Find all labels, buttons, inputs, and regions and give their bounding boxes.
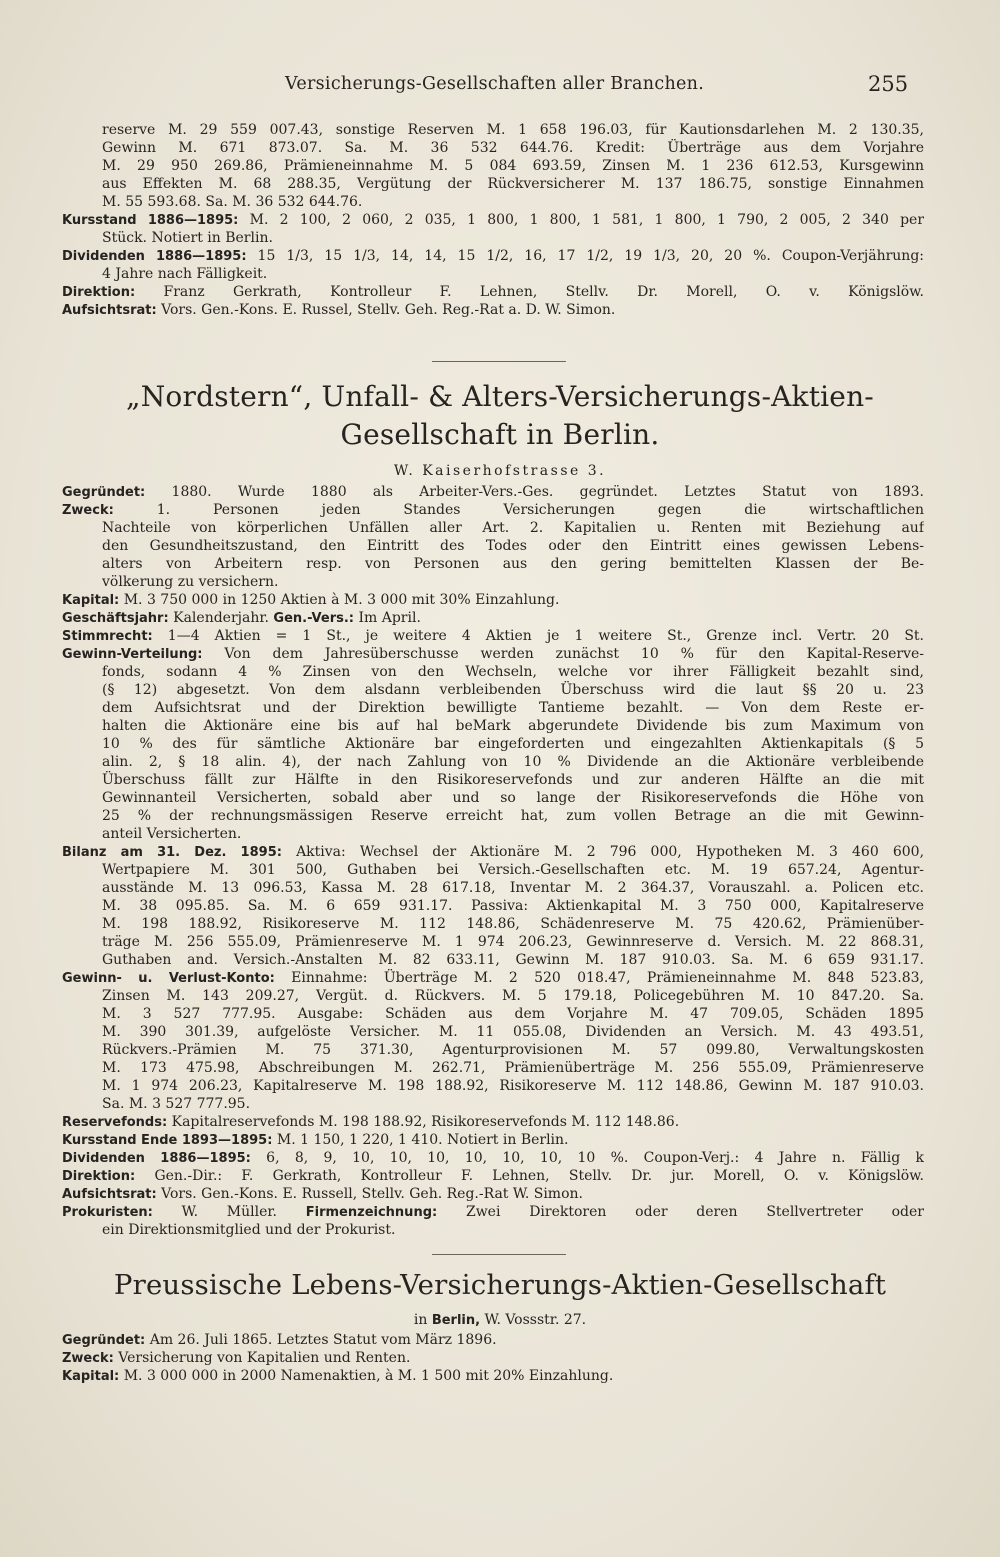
nordstern-title-line2: Gesellschaft in Berlin. [340,418,660,451]
nordstern-bilanz-label: Bilanz am 31. Dez. 1895: [62,845,282,860]
nordstern-kursstand [62,1131,924,1150]
nordstern-direktion-text: Gen.-Dir.: F. Gerkrath, Kontrolleur F. Lehnen, Stellv. Dr. jur. Morell, O. v. Königslöw. [154,1168,924,1184]
nordstern-dividenden [62,1149,924,1168]
nordstern-gewinnverlust-line: Sa. M. 3 527 777.95. [102,1096,251,1112]
nordstern-bilanz-line: M. 38 095.85. Sa. M. 6 659 931.17. Passiva: Aktienkapital M. 3 750 000, Kapitalreserve [102,898,924,914]
nordstern-gewinnverteilung-text: Von dem Jahresüberschusse werden zunächst 10 % für den Kapital-Reserve- [224,646,924,662]
nordstern-gewinnverlust-text: Einnahme: Überträge M. 2 520 018.47, Prämieneinnahme M. 848 523.83, [291,970,924,986]
nordstern-gewinnverlust-line: M. 1 974 206.23, Kapitalreserve M. 198 188.92, Risikoreserve M. 112 148.86, Gewinn M. 187 910.03. [102,1078,924,1094]
prev-line: M. 29 950 269.86, Prämieneinnahme M. 5 084 693.59, Zinsen M. 1 236 612.53, Kursgewinn [102,158,924,174]
prev-kursstand [62,211,924,230]
preussische-zweck-label: Zweck: [62,1351,114,1366]
preussische-zweck [62,1349,924,1368]
prev-dividenden [62,247,924,266]
nordstern-geschaeftsjahr [62,609,924,628]
preussische-address-city: Berlin, [431,1313,481,1328]
nordstern-aufsichtsrat [62,1185,924,1204]
nordstern-direktion [62,1167,924,1186]
preussische-kapital-text: M. 3 000 000 in 2000 Namenaktien, à M. 1 500 mit 20% Einzahlung. [123,1368,614,1384]
nordstern-gewinnverteilung-label: Gewinn-Verteilung: [62,647,203,662]
nordstern-geschaeftsjahr-label: Geschäftsjahr: [62,611,169,626]
nordstern-genvers-label: Gen.-Vers.: [273,611,355,626]
nordstern-zweck-text: 1. Personen jeden Standes Versicherungen gegen die wirtschaftlichen [156,502,924,518]
nordstern-kursstand-text: M. 1 150, 1 220, 1 410. Notiert in Berlin. [276,1132,569,1148]
preussische-kapital-label: Kapital: [62,1369,120,1384]
preussische-address-street: W. Vossstr. 27. [484,1312,587,1328]
nordstern-prokuristen-text: W. Müller. [181,1204,277,1220]
nordstern-reservefonds [62,1113,924,1132]
nordstern-gewinnverlust-line: Rückvers.-Prämien M. 75 371.30, Agenturprovisionen M. 57 099.80, Verwaltungskosten [102,1042,924,1058]
prev-dividenden-label: Dividenden 1886—1895: [62,249,247,264]
nordstern-gewinnverlust-label: Gewinn- u. Verlust-Konto: [62,971,275,986]
preussische-title: Preussische Lebens-Versicherungs-Aktien-Gesellschaft [113,1269,887,1301]
nordstern-gegruendet [62,483,924,502]
running-header-title: Versicherungs-Gesellschaften aller Branchen. [285,74,705,94]
nordstern-firmenzeichnung-text: Zwei Direktoren oder deren Stellvertreter oder [465,1204,924,1220]
preussische-address [0,1311,1000,1330]
nordstern-gewinnverlust-line: M. 3 527 777.95. Ausgabe: Schäden aus dem Vorjahre M. 47 709.05, Schäden 1895 [102,1006,924,1022]
nordstern-gewinnverteilung-line: 10 % des für sämtliche Aktionäre bar eingeforderten und eingezahlten Aktienkapitals (§ 5 [102,736,924,752]
nordstern-bilanz-line: M. 198 188.92, Risikoreserve M. 112 148.86, Schädenreserve M. 75 420.62, Prämienüber- [102,916,924,932]
nordstern-gewinnverteilung-line: 25 % der rechnungsmässigen Reserve erreicht hat, zum vollen Betrage an die mit Gewinn- [102,808,924,824]
prev-aufsichtsrat-label: Aufsichtsrat: [62,303,157,318]
nordstern-zweck-line: Nachteile von körperlichen Unfällen aller Art. 2. Kapitalien u. Renten mit Beziehung auf [102,520,924,536]
prev-direktion-label: Direktion: [62,285,136,300]
nordstern-firmenzeichnung-label: Firmenzeichnung: [305,1205,438,1220]
nordstern-kursstand-label: Kursstand Ende 1893—1895: [62,1133,273,1148]
prev-aufsichtsrat [62,301,924,320]
nordstern-gewinnverteilung-line: anteil Versicherten. [102,826,242,842]
nordstern-gegruendet-text: 1880. Wurde 1880 als Arbeiter-Vers.-Ges. gegründet. Letztes Statut von 1893. [171,484,924,500]
nordstern-gegruendet-label: Gegründet: [62,485,146,500]
nordstern-reservefonds-text: Kapitalreservefonds M. 198 188.92, Risikoreservefonds M. 112 148.86. [171,1114,680,1130]
prev-direktion-text: Franz Gerkrath, Kontrolleur F. Lehnen, Stellv. Dr. Morell, O. v. Königslöw. [163,284,924,300]
nordstern-kapital-label: Kapital: [62,593,120,608]
nordstern-gewinnverteilung-line: fonds, sodann 4 % Zinsen von den Wechseln, welche vor ihrer Fälligkeit bezahlt sind, [102,664,924,680]
nordstern-title-line1: „Nordstern“, Unfall- & Alters-Versicherungs-Aktien- [126,380,874,413]
preussische-kapital [62,1367,924,1386]
nordstern-prokuristen-cont: ein Direktionsmitglied und der Prokurist. [102,1222,396,1238]
nordstern-dividenden-label: Dividenden 1886—1895: [62,1151,251,1166]
nordstern-aufsichtsrat-text: Vors. Gen.-Kons. E. Russell, Stellv. Geh. Reg.-Rat W. Simon. [161,1186,583,1202]
nordstern-prokuristen-label: Prokuristen: [62,1205,153,1220]
nordstern-zweck-line: völkerung zu versichern. [102,574,279,590]
nordstern-stimmrecht-text: 1—4 Aktien = 1 St., je weitere 4 Aktien je 1 weitere St., Grenze incl. Vertr. 20 St. [167,628,924,644]
section-divider [432,1254,566,1255]
nordstern-kapital [62,591,924,610]
running-header [0,74,1000,100]
preussische-gegruendet [62,1331,924,1350]
prev-aufsichtsrat-text: Vors. Gen.-Kons. E. Russel, Stellv. Geh. Reg.-Rat a. D. W. Simon. [161,302,616,318]
preussische-gegruendet-label: Gegründet: [62,1333,146,1348]
prev-line: aus Effekten M. 68 288.35, Vergütung der Rückversicherer M. 137 186.75, sonstige Einnahmen [102,176,924,192]
nordstern-gewinnverteilung-line: alin. 2, § 18 alin. 4), der nach Zahlung von 10 % Dividende an die Aktionäre verbleibende [102,754,924,770]
nordstern-zweck-line: den Gesundheitszustand, den Eintritt des Todes oder den Eintritt eines gewissen Lebens- [102,538,924,554]
nordstern-gewinnverteilung-line: (§ 12) abgesetzt. Von dem alsdann verbleibenden Überschuss wird die laut §§ 20 u. 23 [102,682,924,698]
prev-kursstand-label: Kursstand 1886—1895: [62,213,239,228]
nordstern-bilanz-line: Wertpapiere M. 301 500, Guthaben bei Versich.-Gesellschaften etc. M. 19 657.24, Agentur- [102,862,924,878]
preussische-zweck-text: Versicherung von Kapitalien und Renten. [118,1350,411,1366]
nordstern-bilanz-line: ausstände M. 13 096.53, Kassa M. 28 617.18, Inventar M. 2 364.37, Vorauszahl. a. Policen etc. [102,880,924,896]
nordstern-direktion-label: Direktion: [62,1169,136,1184]
nordstern-stimmrecht-label: Stimmrecht: [62,629,153,644]
nordstern-gewinnverlust-line: Zinsen M. 143 209.27, Vergüt. d. Rückvers. M. 5 179.18, Policegebühren M. 10 847.20. Sa. [102,988,924,1004]
nordstern-gewinnverlust [62,969,924,988]
prev-dividenden-text: 15 1/3, 15 1/3, 14, 14, 15 1/2, 16, 17 1/2, 19 1/3, 20, 20 %. Coupon-Verjährung: [257,248,924,264]
nordstern-aufsichtsrat-label: Aufsichtsrat: [62,1187,157,1202]
nordstern-zweck-line: alters von Arbeitern resp. von Personen aus den gering bemittelten Klassen der Be- [102,556,924,572]
nordstern-gewinnverteilung-line: Gewinnanteil Versicherten, sobald aber und so lange der Risikoreservefonds die Höhe von [102,790,924,806]
nordstern-gewinnverteilung [62,645,924,664]
nordstern-gewinnverteilung-line: dem Aufsichtsrat und der Direktion bewilligte Tantieme bezahlt. — Von dem Reste er- [102,700,924,716]
section-divider [432,361,566,362]
nordstern-address: W. Kaiserhofstrasse 3. [393,463,607,479]
nordstern-genvers-text: Im April. [358,610,421,626]
prev-kursstand-cont: Stück. Notiert in Berlin. [102,230,273,246]
prev-dividenden-cont: 4 Jahre nach Fälligkeit. [102,266,268,282]
prev-kursstand-text: M. 2 100, 2 060, 2 035, 1 800, 1 800, 1 581, 1 800, 1 790, 2 005, 2 340 per [249,212,924,228]
nordstern-stimmrecht [62,627,924,646]
nordstern-bilanz-line: Guthaben and. Versich.-Anstalten M. 82 633.11, Gewinn M. 187 910.03. Sa. M. 6 659 931.17. [102,952,924,968]
page-number: 255 [868,72,909,96]
nordstern-kapital-text: M. 3 750 000 in 1250 Aktien à M. 3 000 mit 30% Einzahlung. [123,592,560,608]
nordstern-dividenden-text: 6, 8, 9, 10, 10, 10, 10, 10, 10, 10 %. Coupon-Verj.: 4 Jahre n. Fällig k [266,1150,924,1166]
prev-direktion [62,283,924,302]
nordstern-gewinnverteilung-line: Überschuss fällt zur Hälfte in den Risikoreservefonds und zur anderen Hälfte an die mit [102,772,924,788]
nordstern-zweck-label: Zweck: [62,503,114,518]
nordstern-geschaeftsjahr-text: Kalenderjahr. [173,610,269,626]
preussische-address-prefix: in [413,1312,428,1328]
nordstern-reservefonds-label: Reservefonds: [62,1115,168,1130]
nordstern-gewinnverlust-line: M. 173 475.98, Abschreibungen M. 262.71, Prämienüberträge M. 256 555.09, Prämienreserve [102,1060,924,1076]
prev-line: Gewinn M. 671 873.07. Sa. M. 36 532 644.76. Kredit: Überträge aus dem Vorjahre [102,140,924,156]
nordstern-bilanz-text: Aktiva: Wechsel der Aktionäre M. 2 796 000, Hypotheken M. 3 460 600, [296,844,924,860]
prev-line: reserve M. 29 559 007.43, sonstige Reserven M. 1 658 196.03, für Kautionsdarlehen M. 2 130.35, [102,122,924,138]
preussische-gegruendet-text: Am 26. Juli 1865. Letztes Statut vom März 1896. [149,1332,497,1348]
nordstern-gewinnverteilung-line: halten die Aktionäre eine bis auf hal beMark abgerundete Dividende bis zum Maximum von [102,718,924,734]
nordstern-gewinnverlust-line: M. 390 301.39, aufgelöste Versicher. M. 11 055.08, Dividenden an Versich. M. 43 493.51, [102,1024,924,1040]
nordstern-zweck [62,501,924,520]
nordstern-bilanz [62,843,924,862]
nordstern-bilanz-line: träge M. 256 555.09, Prämienreserve M. 1 974 206.23, Gewinnreserve d. Versich. M. 22 868.31, [102,934,924,950]
nordstern-prokuristen [62,1203,924,1222]
prev-line: M. 55 593.68. Sa. M. 36 532 644.76. [102,194,363,210]
